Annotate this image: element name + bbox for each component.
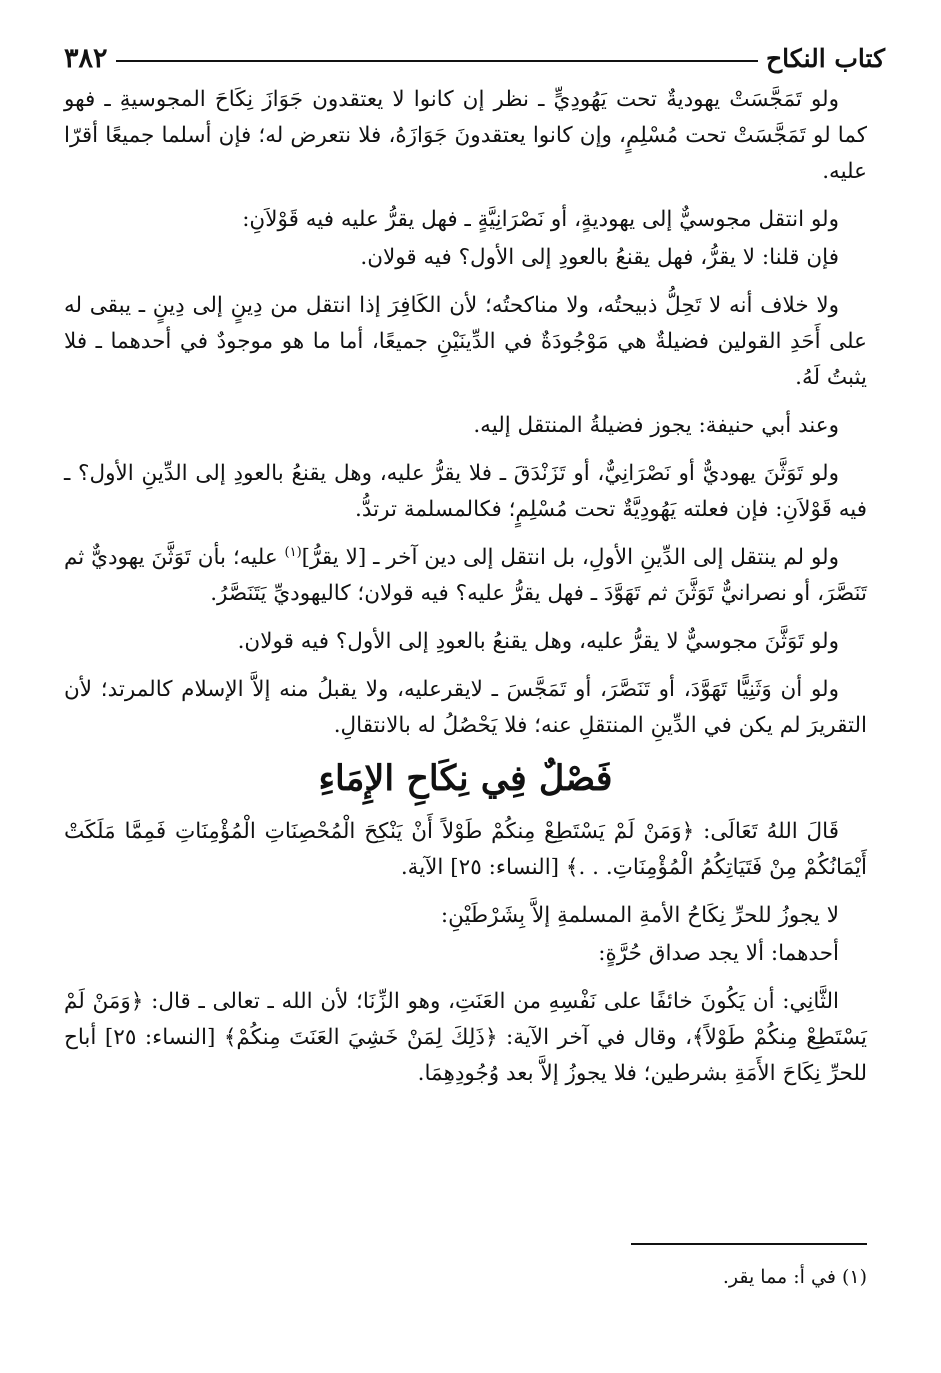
paragraph: ولو تَمَجَّسَتْ يهوديةٌ تحت يَهُودِيٍّ ـ نظر إن كانوا لا يعتقدون جَوَازَ نِكَاحَ المجوسيةِ ـ فهو كما لو تَمَجَّسَتْ تحت مُسْلِمٍ، وإن كانوا يعتقدونَ جَوَازَهُ، فلا نتعرض له؛ فإن أسلما جميعًا أقرّا عليه.: [64, 87, 867, 184]
section-heading: فَصْلٌ فِي نِكَاحِ الإِمَاءِ: [318, 758, 613, 799]
paragraph: ولو تَوَثَّنَ مجوسيٌّ لا يقرُّ عليه، وهل يقنعُ بالعودِ إلى الأول؟ فيه قولان.: [237, 629, 839, 654]
paragraph: ولا خلاف أنه لا تَحِلُّ ذبيحتُه، ولا مناكحتُه؛ لأن الكَافِرَ إذا انتقل من دِينٍ إلى دِينٍ ـ يبقى له على أَحَدِ القولين فضيلةٌ هي مَوْجُودَةٌ في الدِّينَيْنِ جميعًا، أما ما هو موجودٌ في أحدهما ـ فلا يثبتُ لَهُ.: [64, 293, 867, 390]
body-text: [64, 82, 867, 1104]
running-header: [64, 40, 885, 76]
paragraph-with-footnote: [64, 540, 867, 612]
paragraph: الثَّانِي: أن يَكُونَ خائفًا على نَفْسِهِ من العَنَتِ، وهو الزِّنَا؛ لأن الله ـ تعالى ـ قال: ﴿وَمَنْ لَمْ يَسْتَطِعْ مِنكُمْ طَوْلاً﴾، وقال في آخر الآية: ﴿ذَلِكَ لِمَنْ خَشِيَ العَنَتَ مِنكُمْ﴾ [النساء: ٢٥] أباح للحرِّ نِكَاحَ الأَمَةِ بشرطين؛ فلا يجوزُ إلاَّ بعد وُجُودِهِمَا.: [64, 989, 868, 1086]
paragraph: ولو انتقل مجوسيٌّ إلى يهوديةٍ، أو نَصْرَانِيَّةٍ ـ فهل يقرُّ عليه فيه قَوْلاَنِ:: [242, 207, 839, 232]
footnote: (١) في أ: مما يقر.: [722, 1266, 867, 1288]
book-title: كتاب النكاح: [766, 43, 885, 73]
paragraph: ولو أن وَثَنِيًّا تَهَوَّدَ، أو تَنَصَّرَ، أو تَمَجَّسَ ـ لايقرعليه، ولا يقبلُ منه إلاَّ الإسلام كالمرتد؛ لأن التقريرَ لم يكن في الدِّينِ المنتقلِ عنه؛ فلا يَحْصُلُ له بالانتقالِ.: [64, 677, 867, 738]
footnote-rule: [631, 1243, 867, 1245]
paragraph: لا يجوزُ للحرِّ نِكَاحُ الأمةِ المسلمةِ إلاَّ بِشَرْطَيْنِ:: [440, 903, 839, 928]
header-rule: [116, 60, 759, 62]
paragraph: وعند أبي حنيفة: يجوز فضيلةُ المنتقل إليه.: [473, 413, 839, 438]
paragraph: ولو تَوَثَّنَ يهوديٌّ أو نَصْرَانِيٌّ، أو تَزَنْدَقَ ـ فلا يقرُّ عليه، وهل يقنعُ بالعودِ إلى الدِّينِ الأول؟ ـ فيه قَوْلاَنِ: فإن فعلته يَهُودِيَّةٌ تحت مُسْلِمٍ؛ فكالمسلمة ترتدُّ.: [64, 461, 867, 522]
page-number: ٣٨٢: [64, 42, 108, 74]
paragraph: قَالَ اللهُ تَعَالَى: ﴿وَمَنْ لَمْ يَسْتَطِعْ مِنكُمْ طَوْلاً أَنْ يَنْكِحَ الْمُحْصِنَاتِ الْمُؤْمِنَاتِ فَمِمَّا مَلَكَتْ أَيْمَانُكُمْ مِنْ فَتَيَاتِكُمُ الْمُؤْمِنَاتِ. . .﴾ [النساء: ٢٥] الآية.: [64, 819, 867, 880]
paragraph: أحدهما: ألا يجد صداق حُرَّةٍ:: [598, 941, 839, 966]
paragraph-part: ولو لم ينتقل إلى الدِّينِ الأولِ، بل انتقل إلى دين آخر ـ [لا يقرُّ]: [301, 545, 839, 570]
paragraph-part: عليه؛ بأن تَوَثَّنَ يهوديٌّ ثم تَنَصَّرَ، أو نصرانيٌّ تَوَثَّنَ ثم تَهَوَّدَ ـ فهل يقرُّ عليه؟ فيه قولان؛ كاليهوديِّ يَتَنَصَّرُ.: [64, 545, 867, 606]
footnote-marker: (١): [284, 544, 302, 560]
paragraph: فإن قلنا: لا يقرُّ، فهل يقنعُ بالعودِ إلى الأول؟ فيه قولان.: [360, 245, 839, 270]
